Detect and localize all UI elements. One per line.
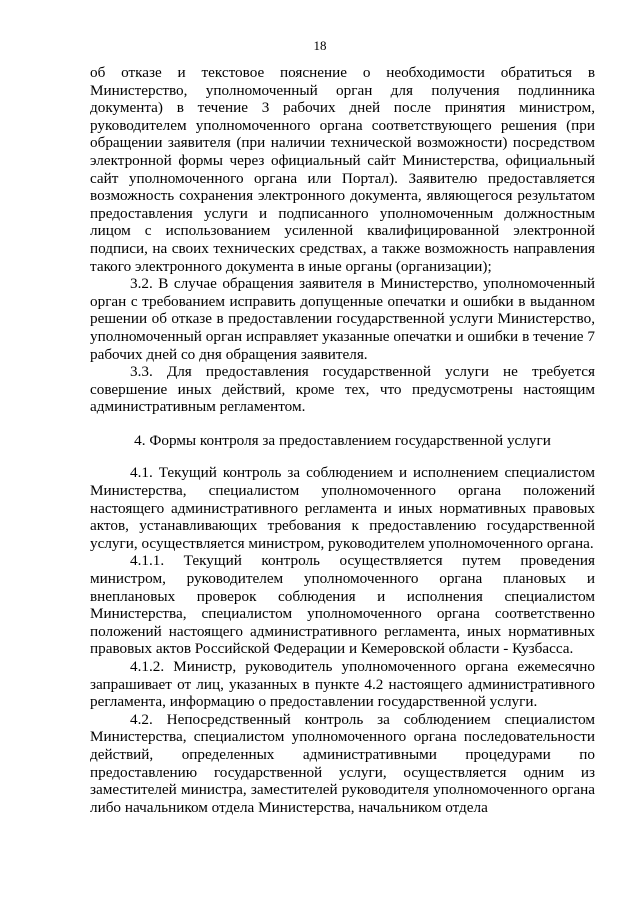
section-heading: 4. Формы контроля за предоставлением государственной услуги [134,431,551,449]
paragraph-3-3: 3.3. Для предоставления государственной услуги не требуется совершение иных действий, кроме тех, что предусмотрены настоящим административным регламентом. [90,363,595,416]
paragraph-4-1-1: 4.1.1. Текущий контроль осуществляется путем проведения министром, руководителем уполномоченного органа плановых и внеплановых проверок соблюдения и исполнения специалистом Министерства, специалистом уполномоченного органа соответственно положений настоящего административного регламента, иных нормативных правовых актов Российской Федерации и Кемеровской области - Кузбасса. [90,552,595,658]
page-number: 18 [313,38,327,53]
paragraph-4-2: 4.2. Непосредственный контроль за соблюдением специалистом Министерства, специалистом уполномоченного органа последовательности действий, определенных административными процедурами по предоставлению государственной услуги, осуществляется одним из заместителей министра, заместителей руководителя уполномоченного органа либо начальником отдела Министерства, начальником отдела [90,710,595,816]
paragraph-4-1: 4.1. Текущий контроль за соблюдением и исполнением специалистом Министерства, специалистом уполномоченного органа положений настоящего административного регламента и иных нормативных правовых актов, устанавливающих требования к предоставлению государственной услуги, осуществляется министром, руководителем уполномоченного органа. [90,464,595,552]
paragraph-continuation: об отказе и текстовое пояснение о необходимости обратиться в Министерство, уполномоченный орган для получения подлинника документа) в течение 3 рабочих дней после принятия министром, руководителем уполномоченного органа соответствующего решения (при обращении заявителя (при наличии технической возможности) посредством электронной формы через официальный сайт Министерства, официальный сайт уполномоченного органа или Портал). Заявителю предоставляется возможность сохранения электронного документа, являющегося результатом предоставления услуги и подписанного уполномоченным должностным лицом с использованием усиленной квалифицированной электронной подписи, на своих технических средствах, а также возможность направления такого электронного документа в иные органы (организации); [90,64,595,275]
paragraph-4-1-2: 4.1.2. Министр, руководитель уполномоченного органа ежемесячно запрашивает от лиц, указанных в пункте 4.2 настоящего административного регламента, информацию о предоставлении государственной услуги. [90,658,595,711]
paragraph-3-2: 3.2. В случае обращения заявителя в Министерство, уполномоченный орган с требованием исправить допущенные опечатки и ошибки в выданном решении об отказе в предоставлении государственной услуги Министерство, уполномоченный орган исправляет указанные опечатки и ошибки в течение 7 рабочих дней со дня обращения заявителя. [90,275,595,363]
document-body [90,64,595,816]
